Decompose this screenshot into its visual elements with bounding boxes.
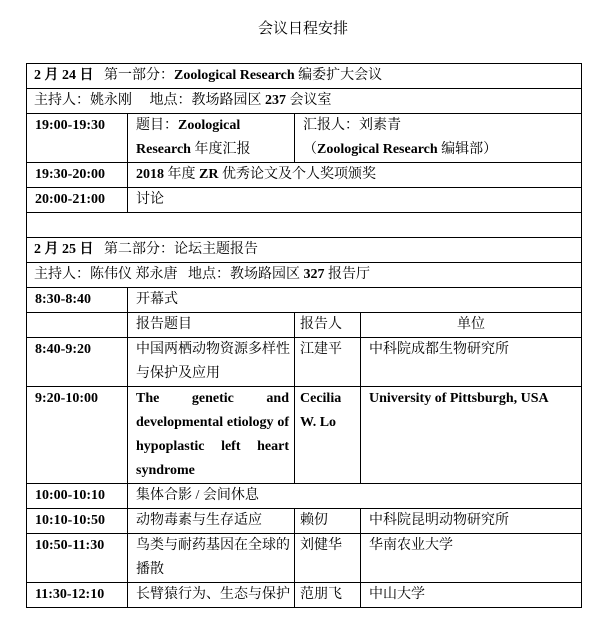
day1-part: 第一部分：	[104, 68, 174, 83]
topic-cell	[128, 114, 295, 163]
topic-zh-2: 年度汇报	[190, 142, 251, 157]
speaker-cell: 赖仞	[295, 509, 361, 534]
day1-header-row	[27, 64, 582, 89]
topic-en-2: Research	[136, 142, 191, 157]
column-header-speaker: 报告人	[295, 313, 361, 338]
table-row	[27, 188, 582, 213]
topic-cell: 鸟类与耐药基因在全球的播散	[128, 534, 295, 583]
speaker-cell: 范朋飞	[295, 583, 361, 608]
day1-host-cell	[27, 89, 582, 114]
day1-date: 2 月 24 日	[34, 68, 94, 83]
topic-cell: 长臂猿行为、生态与保护	[128, 583, 295, 608]
time-cell: 20:00-21:00	[27, 188, 128, 213]
day2-location: 地点：教场路园区	[188, 267, 304, 282]
time-cell: 19:00-19:30	[27, 114, 128, 163]
table-row	[27, 338, 582, 387]
spacer-cell	[27, 213, 582, 238]
empty-header-cell	[27, 313, 128, 338]
time-cell: 10:10-10:50	[27, 509, 128, 534]
zr: ZR	[199, 167, 219, 182]
item-cell: 讨论	[128, 188, 582, 213]
topic-label: 题目：	[136, 118, 178, 133]
time-cell: 8:30-8:40	[27, 288, 128, 313]
day1-title-en: Zoological Research	[174, 68, 295, 83]
day2-header-row	[27, 238, 582, 263]
spacer-row	[27, 213, 582, 238]
item-cell: 开幕式	[128, 288, 582, 313]
speaker-cell: 江建平	[295, 338, 361, 387]
table-row	[27, 288, 582, 313]
table-row	[27, 114, 582, 163]
table-row	[27, 484, 582, 509]
speaker-cell: Cecilia W. Lo	[295, 387, 361, 484]
day2-header	[27, 238, 582, 263]
time-cell: 11:30-12:10	[27, 583, 128, 608]
day1-host: 主持人：姚永刚	[34, 93, 132, 108]
affiliation-cell: 中科院成都生物研究所	[361, 338, 582, 387]
table-row	[27, 509, 582, 534]
day2-date: 2 月 25 日	[34, 242, 94, 257]
day1-location-room: 会议室	[286, 93, 332, 108]
speaker-cell	[295, 114, 582, 163]
affiliation-cell: 中科院昆明动物研究所	[361, 509, 582, 534]
table-row	[27, 387, 582, 484]
day1-host-row	[27, 89, 582, 114]
item-cell	[128, 163, 582, 188]
topic-cell: 动物毒素与生存适应	[128, 509, 295, 534]
table-row	[27, 534, 582, 583]
page-title: 会议日程安排	[257, 21, 348, 37]
table-row	[27, 583, 582, 608]
column-header-affiliation: 单位	[361, 313, 582, 338]
time-cell: 19:30-20:00	[27, 163, 128, 188]
topic-cell: The genetic and developmental etiology of hypoplastic left heart syndrome	[128, 387, 295, 484]
day2-host: 主持人：陈伟仪 郑永唐	[34, 267, 178, 282]
time-cell: 9:20-10:00	[27, 387, 128, 484]
day1-header	[27, 64, 582, 89]
speaker-org-en: Zoological Research	[317, 142, 438, 157]
affiliation-cell: University of Pittsburgh, USA	[361, 387, 582, 484]
topic-cell: 中国两栖动物资源多样性与保护及应用	[128, 338, 295, 387]
column-header-row	[27, 313, 582, 338]
speaker-org-zh: 编辑部）	[437, 142, 498, 157]
day2-location-room: 报告厅	[324, 267, 370, 282]
item-rest: 优秀论文及个人奖项颁奖	[218, 167, 376, 182]
time-cell: 10:00-10:10	[27, 484, 128, 509]
time-cell: 10:50-11:30	[27, 534, 128, 583]
affiliation-cell: 中山大学	[361, 583, 582, 608]
time-cell: 8:40-9:20	[27, 338, 128, 387]
day1-location-num: 237	[265, 93, 286, 108]
table-row	[27, 163, 582, 188]
paren-open: （	[303, 142, 317, 157]
day2-host-cell	[27, 263, 582, 288]
year-zh: 年度	[164, 167, 199, 182]
column-header-topic: 报告题目	[128, 313, 295, 338]
speaker-name: 汇报人：刘素青	[303, 118, 401, 133]
day2-location-num: 327	[303, 267, 325, 282]
day1-location: 地点：教场路园区	[149, 93, 265, 108]
item-cell: 集体合影 / 会间休息	[128, 484, 582, 509]
speaker-cell: 刘健华	[295, 534, 361, 583]
schedule-table	[26, 63, 582, 608]
day1-title-zh: 编委扩大会议	[294, 68, 383, 83]
affiliation-cell: 华南农业大学	[361, 534, 582, 583]
day2-host-row	[27, 263, 582, 288]
year: 2018	[136, 167, 164, 182]
topic-en: Zoological	[178, 118, 241, 133]
day2-part: 第二部分：论坛主题报告	[104, 242, 258, 257]
